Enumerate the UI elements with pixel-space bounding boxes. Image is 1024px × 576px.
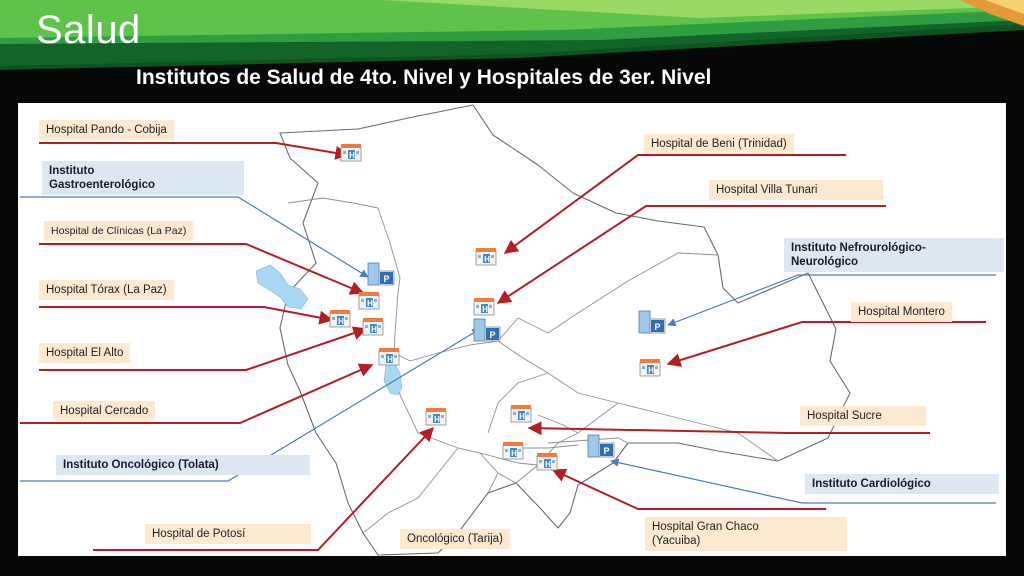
hospital-marker-gran-chaco (537, 453, 557, 470)
hospital-marker-torax (330, 310, 350, 327)
svg-text:P: P (489, 330, 496, 340)
hospital-marker-villa-tunari (474, 298, 494, 315)
label-hospital-gran-chaco (645, 517, 847, 551)
svg-text:P: P (383, 274, 390, 284)
slide-title: Salud (36, 8, 141, 52)
hospital-marker-beni (476, 248, 496, 265)
institute-marker-gastro (368, 263, 394, 285)
svg-text:H: H (519, 412, 525, 421)
label-hospital-clinicas: Hospital de Clínicas (La Paz) (44, 221, 193, 241)
svg-text:P: P (603, 446, 610, 456)
hospital-marker-pando (341, 144, 361, 161)
label-hospital-montero: Hospital Montero (851, 302, 952, 322)
hospital-marker-clinicas (359, 292, 379, 309)
label-hospital-cercado: Hospital Cercado (53, 401, 155, 421)
svg-text:H: H (367, 299, 373, 308)
svg-text:H: H (387, 355, 393, 364)
label-hospital-beni: Hospital de Beni (Trinidad) (644, 134, 794, 154)
hospital-marker-montero (640, 359, 660, 376)
hospital-marker-el-alto (363, 318, 383, 335)
label-nefro-line1: Instituto Nefrourológico- (791, 242, 926, 254)
svg-text:H: H (349, 151, 355, 160)
label-hospital-sucre: Hospital Sucre (800, 406, 926, 426)
label-chaco-line1: Hospital Gran Chaco (652, 521, 759, 533)
department-borders (288, 198, 778, 533)
label-chaco-line2: (Yacuiba) (652, 535, 701, 547)
svg-text:H: H (511, 449, 517, 458)
svg-text:H: H (482, 305, 488, 314)
hospital-marker-tarija (503, 442, 523, 459)
label-nefro-line2: Neurológico (791, 256, 859, 268)
institute-marker-nefro (639, 311, 665, 333)
label-hospital-el-alto: Hospital El Alto (39, 343, 130, 363)
svg-text:H: H (484, 255, 490, 264)
label-instituto-cardiologico: Instituto Cardiológico (805, 474, 999, 494)
label-hospital-potosi: Hospital de Potosí (145, 524, 311, 544)
label-instituto-gastroenterologico (42, 161, 244, 195)
svg-text:H: H (545, 460, 551, 469)
svg-text:H: H (648, 366, 654, 375)
label-gastro-line2: Gastroenterológico (49, 179, 156, 191)
svg-text:H: H (434, 415, 440, 424)
svg-text:H: H (338, 317, 344, 326)
label-hospital-torax: Hospital Tórax (La Paz) (39, 280, 174, 300)
hospital-marker-sucre (511, 405, 531, 422)
label-hospital-pando: Hospital Pando - Cobija (39, 120, 174, 140)
svg-text:H: H (371, 325, 377, 334)
label-gastro-line1: Instituto (49, 165, 95, 177)
hospital-marker-cercado (379, 348, 399, 365)
label-hospital-villa-tunari: Hospital Villa Tunari (709, 180, 883, 200)
label-instituto-nefrourologico (784, 238, 1004, 272)
label-instituto-oncologico-tolata: Instituto Oncológico (Tolata) (56, 455, 310, 475)
institute-marker-tolata (474, 319, 500, 341)
bolivia-health-map (18, 103, 1006, 556)
hospital-marker-potosi (426, 408, 446, 425)
svg-text:P: P (654, 322, 661, 332)
slide-subtitle: Institutos de Salud de 4to. Nivel y Hospitales de 3er. Nivel (136, 66, 712, 89)
label-oncologico-tarija: Oncológico (Tarija) (400, 529, 510, 549)
